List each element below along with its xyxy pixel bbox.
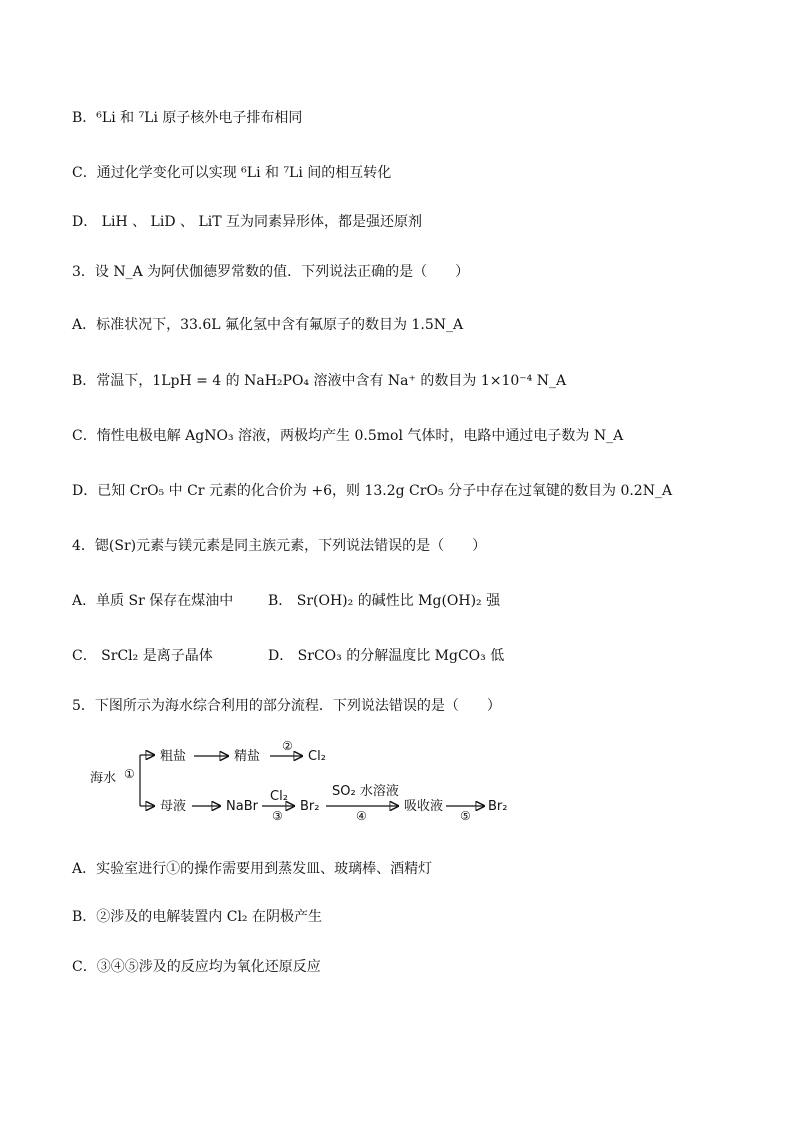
absorption-liquid-label: 吸收液 xyxy=(404,799,444,814)
question-3-option-c: C．惰性电极电解 AgNO₃ 溶液，两极均产生 0.5mol 气体时，电路中通过电子数为 N_A xyxy=(72,428,624,444)
option-d-lithium: D． LiH 、 LiD 、 LiT 互为同素异形体，都是强还原剂 xyxy=(72,214,423,230)
seawater-label: 海水 xyxy=(90,771,117,786)
question-4-option-c: C． SrCl₂ 是离子晶体 xyxy=(72,648,213,664)
question-4-option-a: A．单质 Sr 保存在煤油中 xyxy=(72,593,234,609)
cl2-product-label: Cl₂ xyxy=(308,749,326,764)
option-b-lithium: B．⁶Li 和 ⁷Li 原子核外电子排布相同 xyxy=(72,110,303,126)
question-4: 4．锶(Sr)元素与镁元素是同主族元素，下列说法错误的是（ ） xyxy=(72,538,487,554)
question-3-option-a: A．标准状况下，33.6L 氟化氢中含有氟原子的数目为 1.5N_A xyxy=(72,317,464,333)
question-5: 5．下图所示为海水综合利用的部分流程．下列说法错误的是（ ） xyxy=(72,698,501,714)
question-5-option-c: C．③④⑤涉及的反应均为氧化还原反应 xyxy=(72,959,321,975)
question-3-option-d: D．已知 CrO₅ 中 Cr 元素的化合价为 +6，则 13.2g CrO₅ 分子中存在过氧键的数目为 0.2N_A xyxy=(72,483,673,499)
step-1-marker: ① xyxy=(124,767,135,781)
seawater-flow-diagram xyxy=(86,738,516,822)
nabr-label: NaBr xyxy=(226,799,258,814)
step-4-marker: ④ xyxy=(356,809,367,822)
option-c-lithium: C．通过化学变化可以实现 ⁶Li 和 ⁷Li 间的相互转化 xyxy=(72,165,392,181)
step-5-marker: ⑤ xyxy=(460,809,471,822)
step-2-marker: ② xyxy=(282,739,293,753)
refined-salt-label: 精盐 xyxy=(234,749,261,764)
br2-intermediate-label: Br₂ xyxy=(300,799,320,814)
question-5-option-b: B．②涉及的电解装置内 Cl₂ 在阴极产生 xyxy=(72,909,322,925)
mother-liquor-label: 母液 xyxy=(160,799,187,814)
question-3: 3．设 N_A 为阿伏伽德罗常数的值．下列说法正确的是（ ） xyxy=(72,264,470,280)
so2-solution-label: SO₂ 水溶液 xyxy=(332,784,399,799)
crude-salt-label: 粗盐 xyxy=(160,749,187,764)
question-4-option-b: B． Sr(OH)₂ 的碱性比 Mg(OH)₂ 强 xyxy=(268,593,501,609)
question-4-option-d: D． SrCO₃ 的分解温度比 MgCO₃ 低 xyxy=(268,648,505,664)
cl2-reagent-label: Cl₂ xyxy=(270,789,288,804)
step-3-marker: ③ xyxy=(272,809,283,822)
question-3-option-b: B．常温下，1LpH = 4 的 NaH₂PO₄ 溶液中含有 Na⁺ 的数目为 1×10⁻⁴ N_A xyxy=(72,373,567,389)
br2-final-label: Br₂ xyxy=(488,799,508,814)
question-5-option-a: A．实验室进行①的操作需要用到蒸发皿、玻璃棒、酒精灯 xyxy=(72,861,433,877)
